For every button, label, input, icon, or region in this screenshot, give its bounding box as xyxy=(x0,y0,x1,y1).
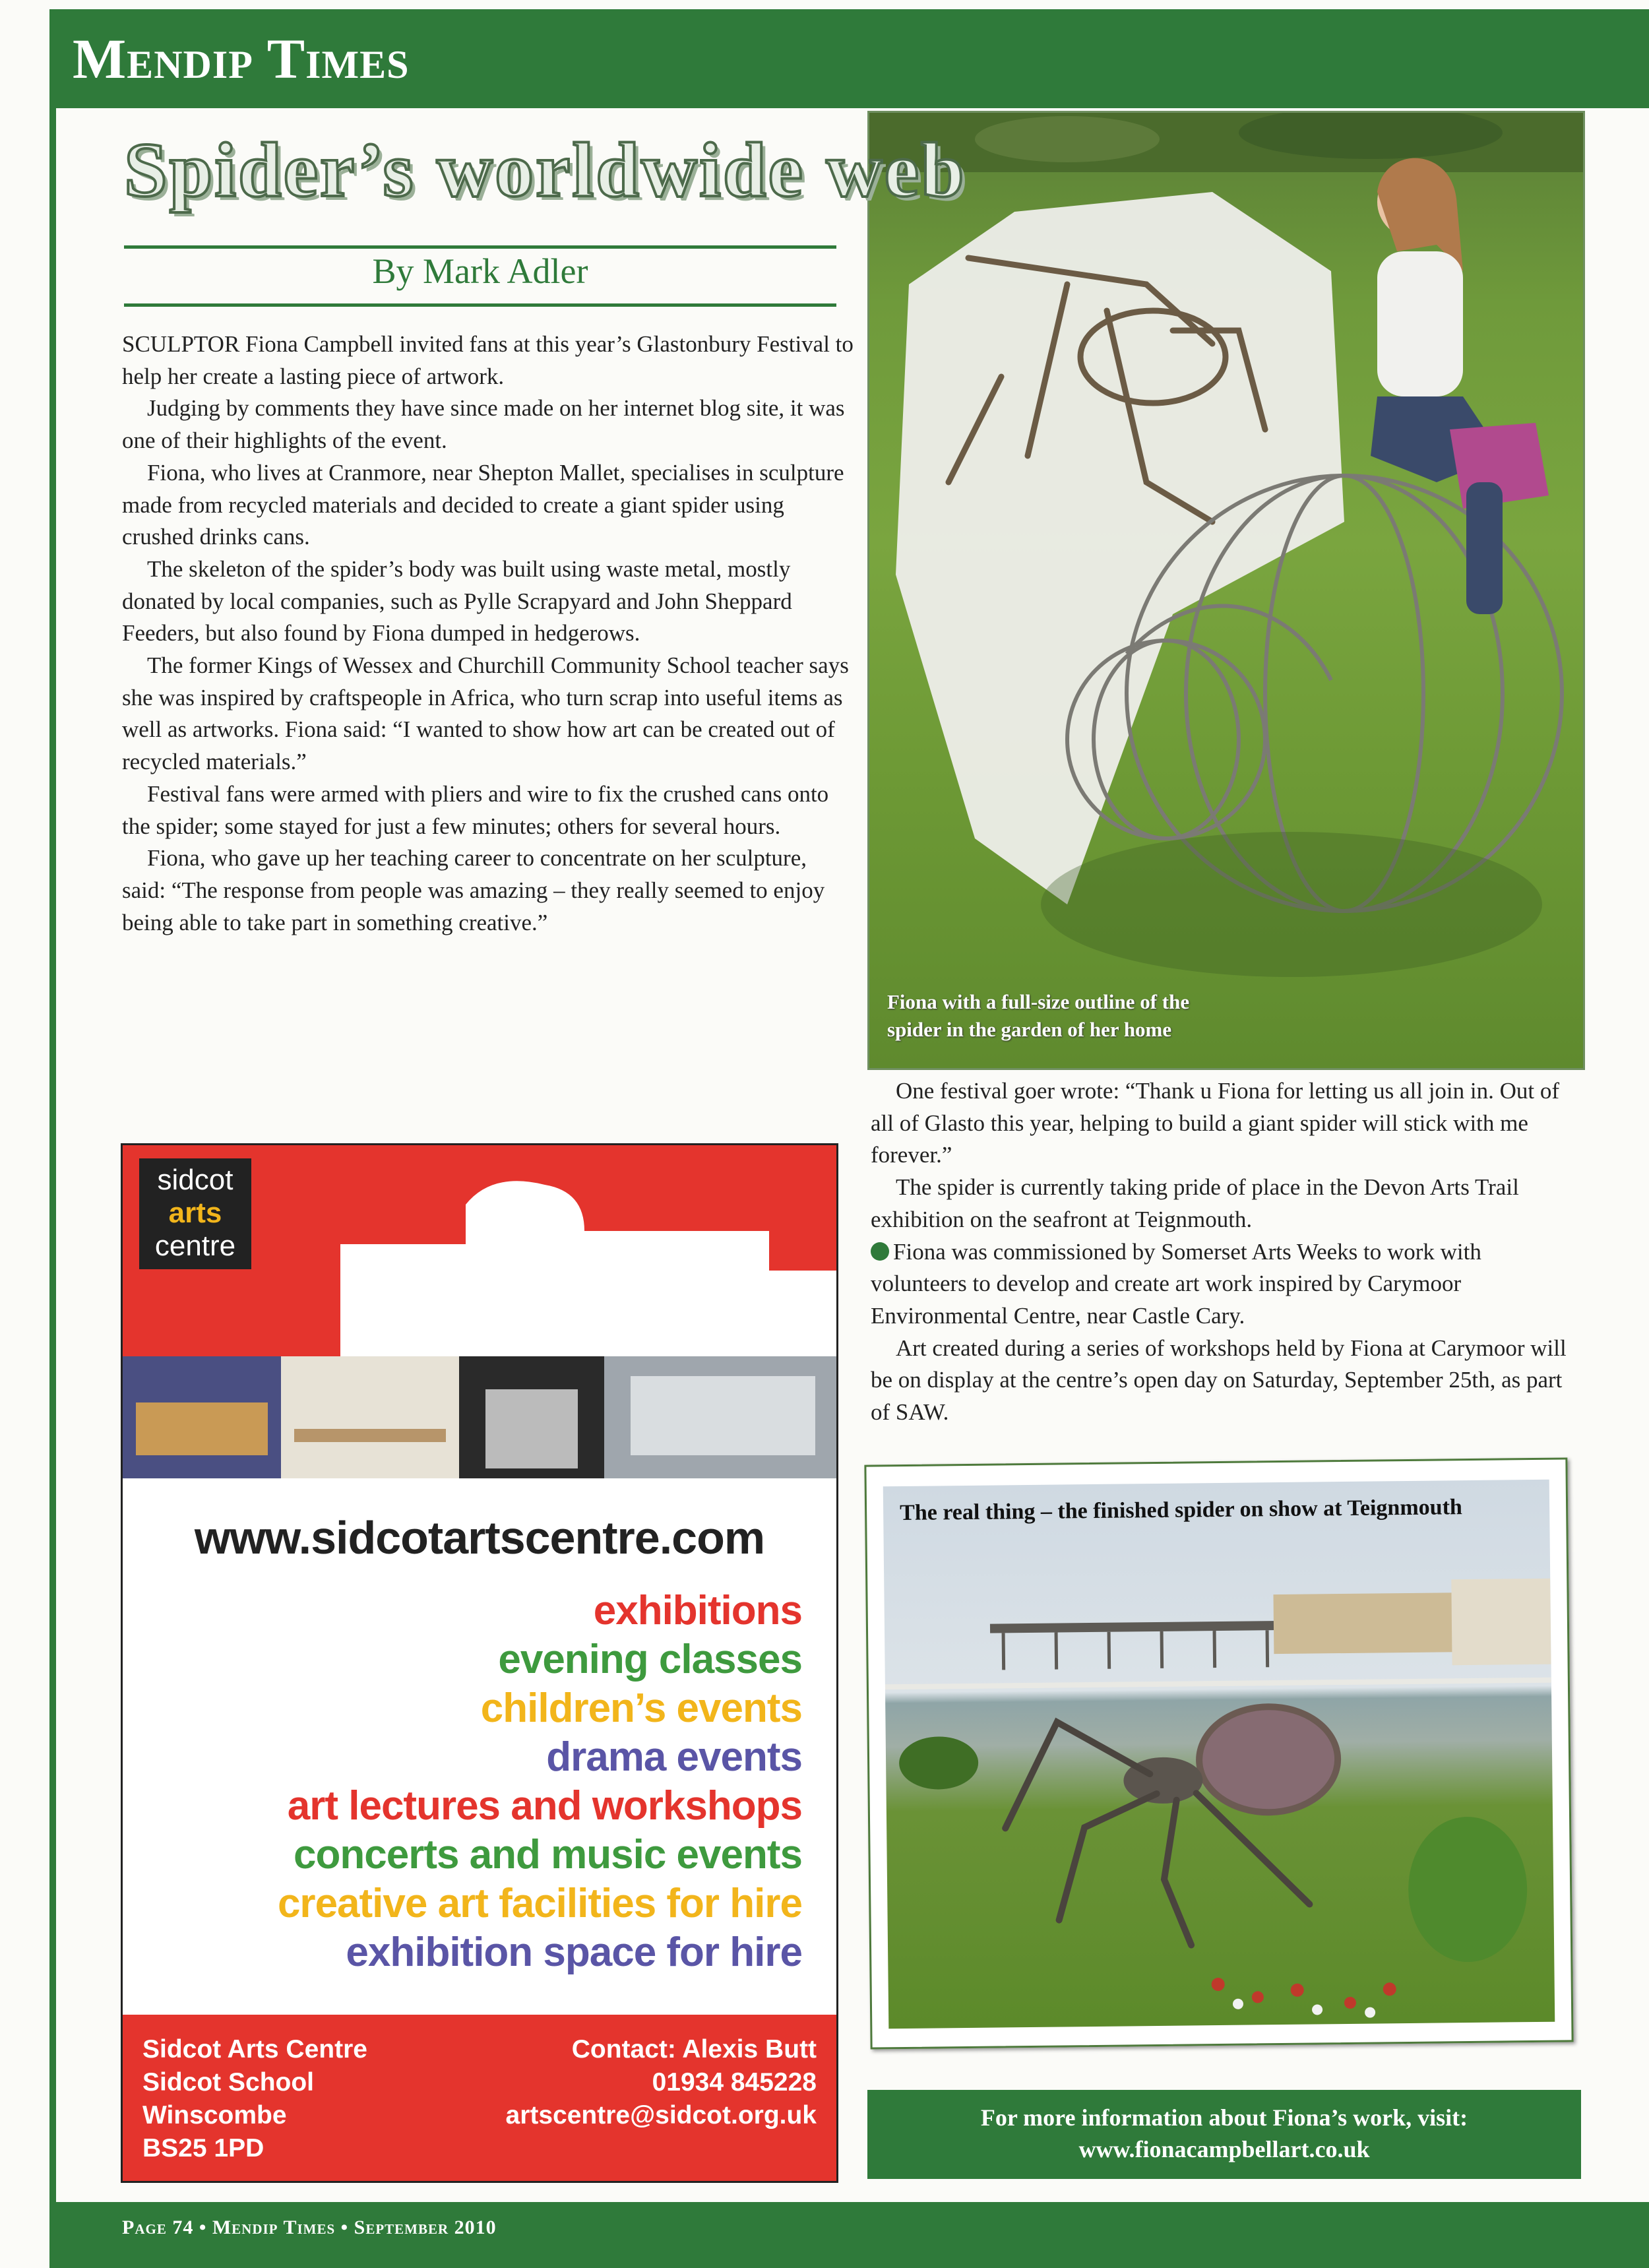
sidcot-logo xyxy=(139,1158,251,1269)
advert-service: exhibitions xyxy=(593,1588,802,1633)
article-body-left xyxy=(122,329,854,939)
advert-address xyxy=(142,2033,367,2165)
body-paragraph: Fiona was commissioned by Somerset Arts Weeks to work with volunteers to develop and create art work inspired by Carymoor Environmental Centre, near Castle Cary. xyxy=(871,1238,1481,1329)
logo-word: sidcot xyxy=(157,1164,233,1196)
info-text: For more information about Fiona’s work, visit: xyxy=(980,2104,1468,2131)
body-paragraph: The former Kings of Wessex and Churchill Community School teacher says she was inspired by craftspeople in Africa, who turn scrap into useful items as well as artworks. Fiona said: “I wanted to show how art can be created out of recycled materials.” xyxy=(122,652,849,775)
photo-finished-spider xyxy=(883,1480,1555,2029)
article-body-right xyxy=(871,1075,1583,1429)
advert-service: drama events xyxy=(546,1734,802,1780)
byline-rule-top xyxy=(124,245,836,249)
advert-service: concerts and music events xyxy=(294,1832,802,1877)
advert-service: evening classes xyxy=(498,1637,802,1682)
advert-service: children’s events xyxy=(480,1685,802,1731)
photo1-caption: Fiona with a full-size outline of the spider in the garden of her home xyxy=(887,990,1190,1041)
body-paragraph: SCULPTOR Fiona Campbell invited fans at this year’s Glastonbury Festival to help her create a lasting piece of artwork. xyxy=(122,331,854,389)
body-paragraph: The skeleton of the spider’s body was built using waste metal, mostly donated by local companies, such as Pylle Scrapyard and John Sheppard Feeders, but also found by Fiona dumped in hedgerows. xyxy=(122,555,792,646)
left-border xyxy=(49,9,56,2202)
address-line: Sidcot School xyxy=(142,2068,315,2096)
body-paragraph: Art created during a series of workshops held by Fiona at Carymoor will be on display at the centre’s open day on Saturday, September 25th, as part of SAW. xyxy=(871,1335,1567,1426)
byline-rule-bottom xyxy=(124,303,836,307)
photo2-caption: The real thing – the finished spider on show at Teignmouth xyxy=(899,1495,1463,1526)
logo-word: centre xyxy=(154,1230,236,1262)
logo-word: arts xyxy=(168,1197,222,1229)
contact-email[interactable]: artscentre@sidcot.org.uk xyxy=(505,2101,817,2129)
byline: By Mark Adler xyxy=(372,251,588,291)
advert-url[interactable]: www.sidcotartscentre.com xyxy=(194,1512,765,1563)
advert-service: art lectures and workshops xyxy=(287,1783,802,1829)
footer-text: Page 74 • Mendip Times • September 2010 xyxy=(122,2217,497,2238)
body-paragraph: Fiona, who lives at Cranmore, near Shepton Mallet, specialises in sculpture made from recycled materials and decided to create a giant spider using crushed drinks cans. xyxy=(122,459,844,550)
advert-service: creative art facilities for hire xyxy=(277,1881,802,1926)
address-line: Sidcot Arts Centre xyxy=(142,2035,367,2063)
bullet-icon xyxy=(871,1242,889,1261)
body-paragraph: The spider is currently taking pride of place in the Devon Arts Trail exhibition on the seafront at Teignmouth. xyxy=(871,1174,1519,1232)
advert-photo-strip xyxy=(123,1356,836,1478)
body-paragraph: One festival goer wrote: “Thank u Fiona for letting us all join in. Out of all of Glasto this year, helping to build a giant spider will stick with me forever.” xyxy=(871,1078,1560,1168)
advert-banner xyxy=(123,1145,836,1356)
address-line: BS25 1PD xyxy=(142,2134,264,2162)
photo-strip-illustration xyxy=(123,1356,836,1478)
more-info-box xyxy=(867,2090,1581,2179)
body-paragraph: Festival fans were armed with pliers and wire to fix the crushed cans onto the spider; some stayed for just a few minutes; others for several hours. xyxy=(122,780,829,839)
photo2-illustration xyxy=(883,1480,1555,2029)
masthead-title: Mendip Times xyxy=(73,27,410,90)
advert-contact-band xyxy=(123,2015,836,2181)
photo-finished-spider-frame xyxy=(864,1457,1573,2049)
contact-name: Contact: Alexis Butt xyxy=(571,2035,817,2063)
advert-service: exhibition space for hire xyxy=(346,1930,802,1975)
sidcot-advert[interactable] xyxy=(121,1143,838,2183)
headline: Spider’s worldwide web xyxy=(124,127,966,213)
address-line: Winscombe xyxy=(142,2101,287,2129)
photo1-illustration xyxy=(869,113,1583,1068)
contact-phone[interactable]: 01934 845228 xyxy=(652,2068,817,2096)
body-paragraph: Fiona, who gave up her teaching career to concentrate on her sculpture, said: “The response from people was amazing – they really seemed to enjoy being able to take part in something creative.” xyxy=(122,845,825,935)
info-url[interactable]: www.fionacampbellart.co.uk xyxy=(1078,2136,1370,2162)
photo-fiona-spider-outline xyxy=(867,111,1585,1070)
advert-contact xyxy=(506,2033,817,2132)
body-paragraph: Judging by comments they have since made on her internet blog site, it was one of their highlights of the event. xyxy=(122,395,845,454)
